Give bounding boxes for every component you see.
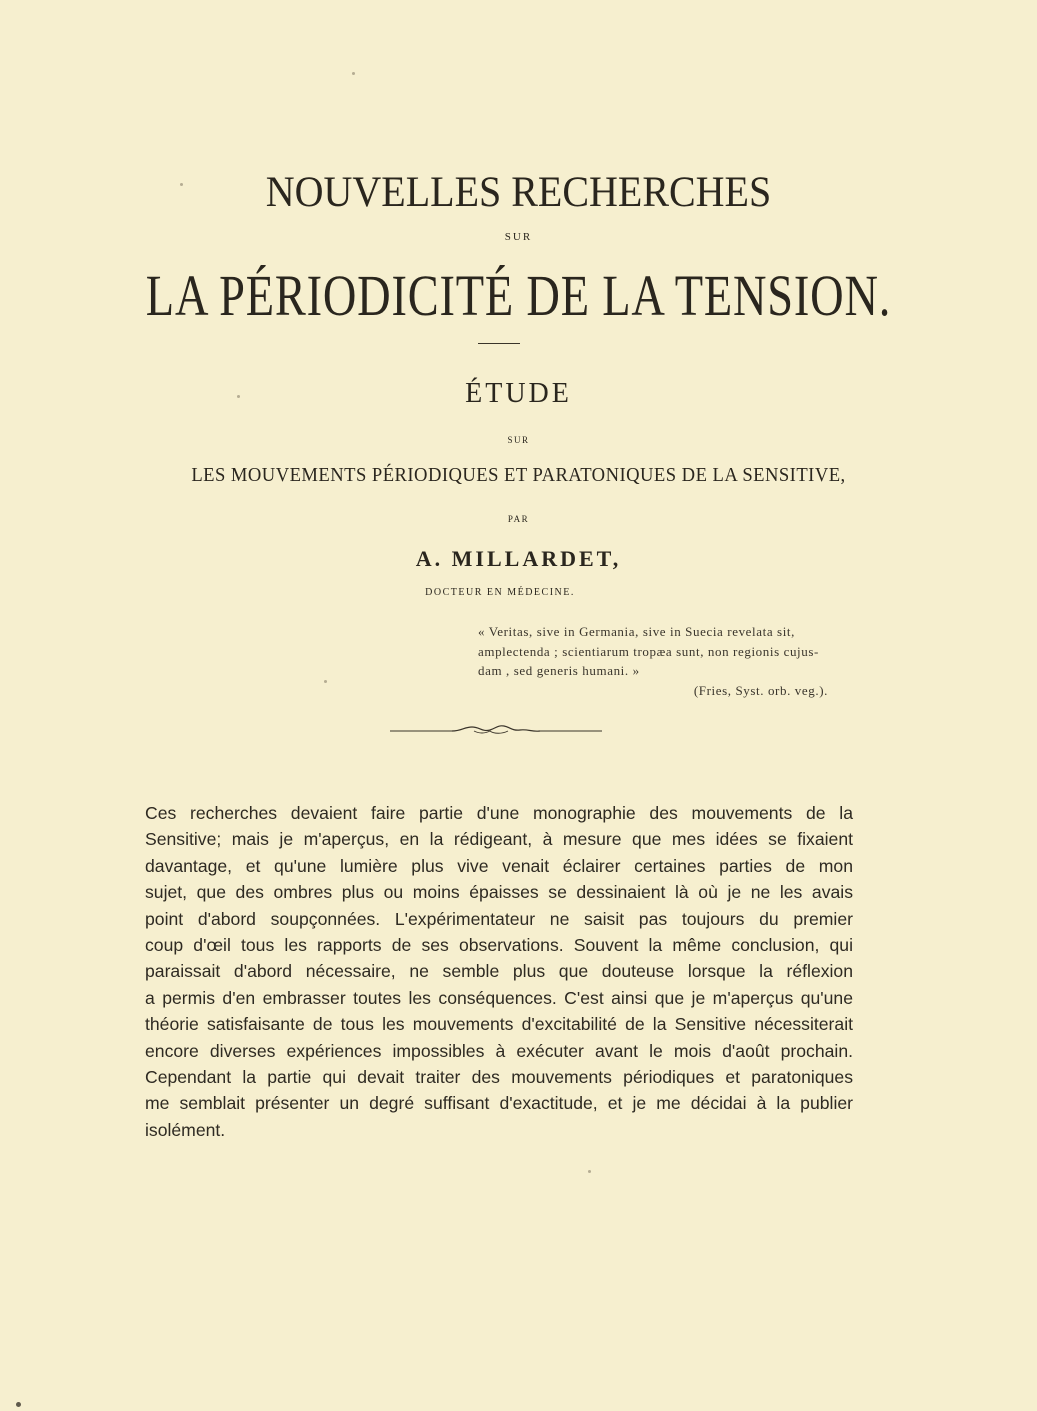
body-line: Sensitive; mais je m'aperçus, en la rédigeant, à mesure que mes idées se fixaient [145,829,853,850]
paper-speck [588,1170,591,1173]
author-name: A. MILLARDET, [415,546,622,571]
etude-heading: ÉTUDE [465,378,572,409]
paper-speck [16,1402,21,1407]
body-line: davantage, et qu'une lumière plus vive venait éclairer certaines parties de mon [145,855,853,876]
body-line: point d'abord soupçonnées. L'expérimentateur ne saisit pas toujours du premier [145,908,853,929]
connector-par: PAR [507,514,530,524]
body-paragraph [145,800,853,1143]
body-line: paraissait d'abord nécessaire, ne semble plus que douteuse lorsque la réflexion [145,961,853,982]
epigraph-line: « Veritas, sive in Germania, sive in Suecia revelata sit, [478,624,795,639]
author-title: DOCTEUR EN MÉDECINE. [425,587,575,598]
title-line-1: NOUVELLES RECHERCHES [265,169,772,216]
body-line: me semblait présenter un degré suffisant d'exactitude, et je me décidai à la publier [145,1093,853,1114]
paper-speck [180,183,183,186]
body-line: encore diverses expériences impossibles à exécuter avant le mois d'août prochain. [145,1040,853,1061]
paper-speck [324,680,327,683]
body-line: Cependant la partie qui devait traiter des mouvements périodiques et paratoniques [145,1067,853,1088]
connector-sur-2: SUR [507,435,530,445]
title-divider-rule [478,343,520,344]
paper-speck [352,72,355,75]
epigraph [478,622,858,700]
body-line: théorie satisfaisante de tous les mouvements d'excitabilité de la Sensitive nécessiterait [145,1014,853,1035]
ornament-divider-icon [390,722,602,738]
subtitle: LES MOUVEMENTS PÉRIODIQUES ET PARATONIQUES DE LA SENSITIVE, [191,464,846,486]
title-line-2: LA PÉRIODICITÉ DE LA TENSION. [145,263,892,328]
connector-sur-1: SUR [504,231,533,243]
paper-speck [237,395,240,398]
body-line: isolément. [145,1119,226,1140]
body-line: sujet, que des ombres plus ou moins épaisses se dessinaient là où je ne les avais [145,882,853,903]
body-line: a permis d'en embrasser toutes les conséquences. C'est ainsi que je m'aperçus qu'une [145,987,853,1008]
epigraph-attribution: (Fries, Syst. orb. veg.). [693,682,828,698]
epigraph-line: amplectenda ; scientiarum tropæa sunt, non regionis cujus- [478,643,819,659]
body-line: Ces recherches devaient faire partie d'une monographie des mouvements de la [145,803,853,823]
body-line: coup d'œil tous les rapports de ses observations. Souvent la même conclusion, qui [145,935,853,956]
epigraph-line: dam , sed generis humani. » [478,663,640,678]
